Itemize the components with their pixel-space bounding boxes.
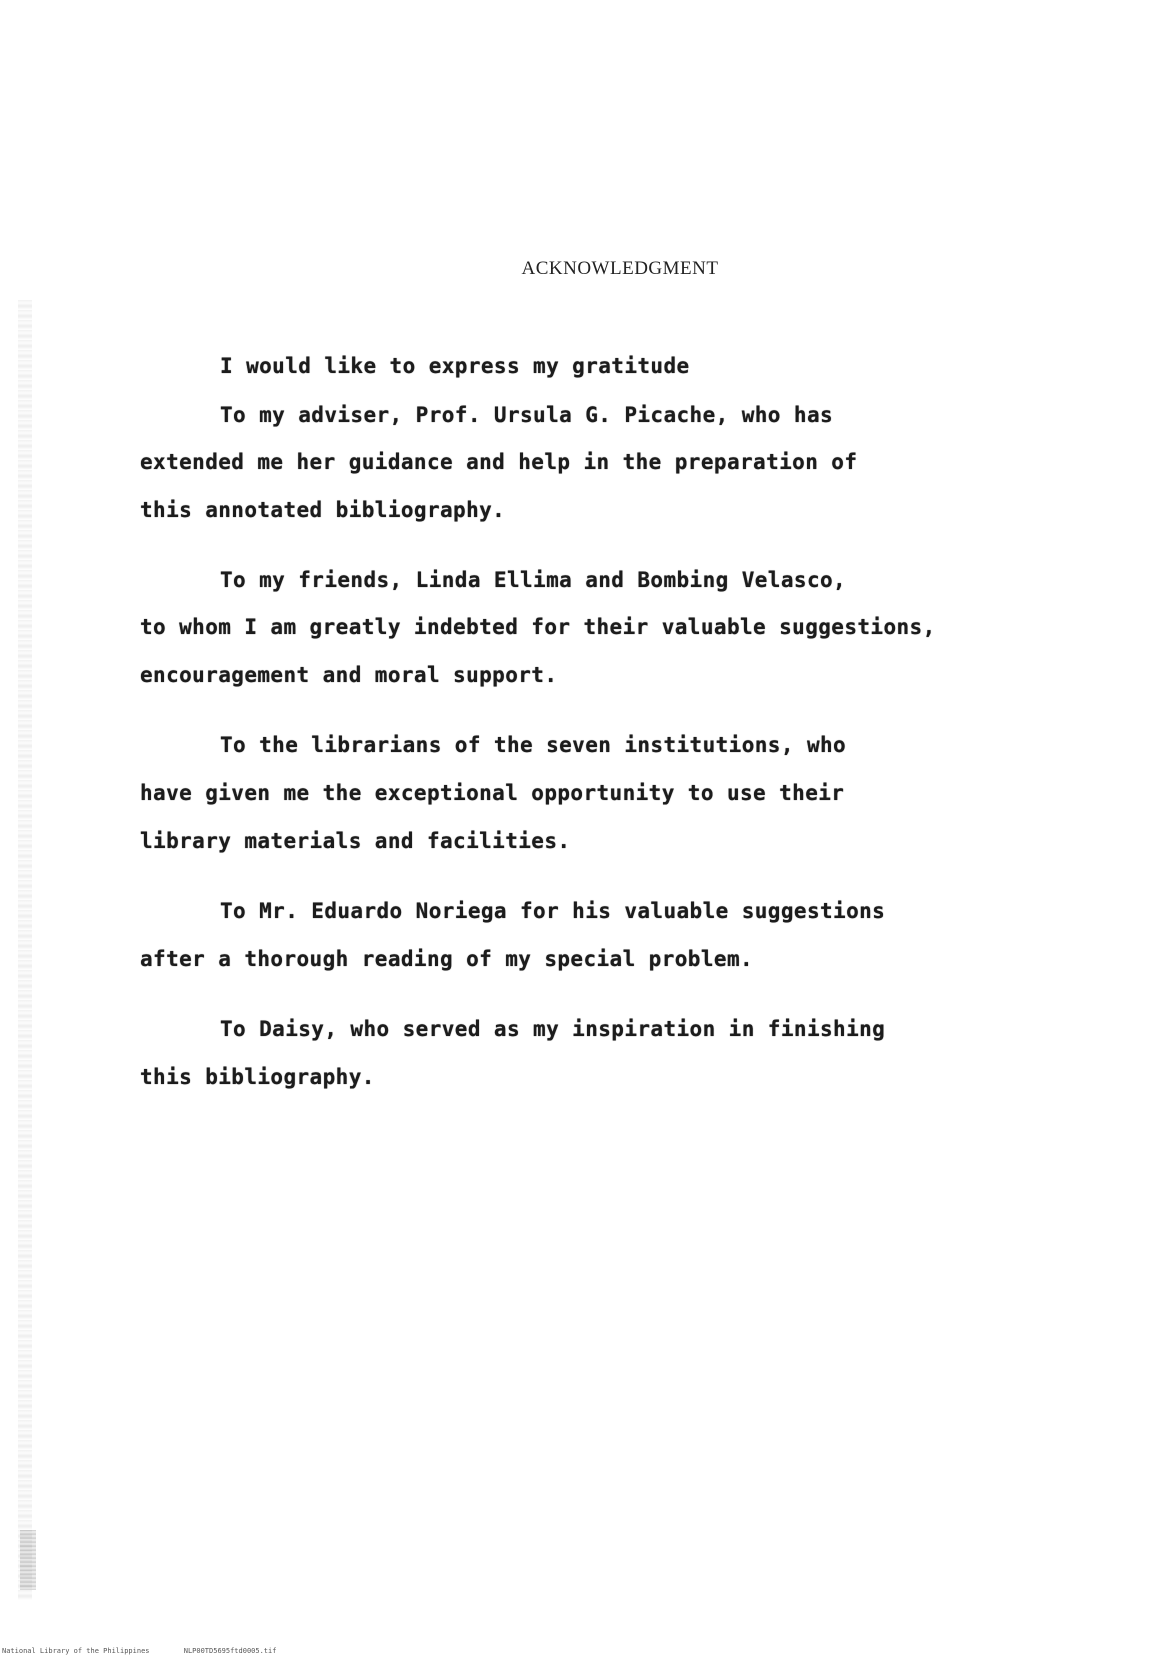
footer-filename: NLP00TD5695ftd0005.tif [183, 1647, 277, 1655]
paragraph-line: To Mr. Eduardo Noriega for his valuable suggestions [220, 899, 886, 923]
paragraph-line: this annotated bibliography. [140, 498, 506, 522]
scan-footer [2, 1647, 276, 1655]
paragraph-line: encouragement and moral support. [140, 663, 558, 687]
scan-edge-artifact [18, 300, 32, 1600]
paragraph-line: to whom I am greatly indebted for their valuable suggestions, [140, 615, 936, 639]
page-title: ACKNOWLEDGMENT [521, 258, 719, 279]
paragraph-line: To the librarians of the seven institutions, who [220, 733, 847, 757]
paragraph-line: I would like to express my gratitude [220, 354, 690, 378]
paragraph-line: To my adviser, Prof. Ursula G. Picache, who has [220, 403, 834, 427]
paragraph-line: library materials and facilities. [140, 829, 571, 853]
paragraph-line: this bibliography. [140, 1065, 375, 1089]
paragraph-line: have given me the exceptional opportunity to use their [140, 781, 845, 805]
paragraph-line: To my friends, Linda Ellima and Bombing Velasco, [220, 568, 847, 592]
footer-library: National Library of the Philippines [2, 1647, 150, 1655]
paragraph-line: extended me her guidance and help in the preparation of [140, 450, 858, 474]
paragraph-line: after a thorough reading of my special problem. [140, 947, 754, 971]
scan-edge-artifact-dark [20, 1530, 36, 1590]
paragraph-line: To Daisy, who served as my inspiration in finishing [220, 1017, 886, 1041]
